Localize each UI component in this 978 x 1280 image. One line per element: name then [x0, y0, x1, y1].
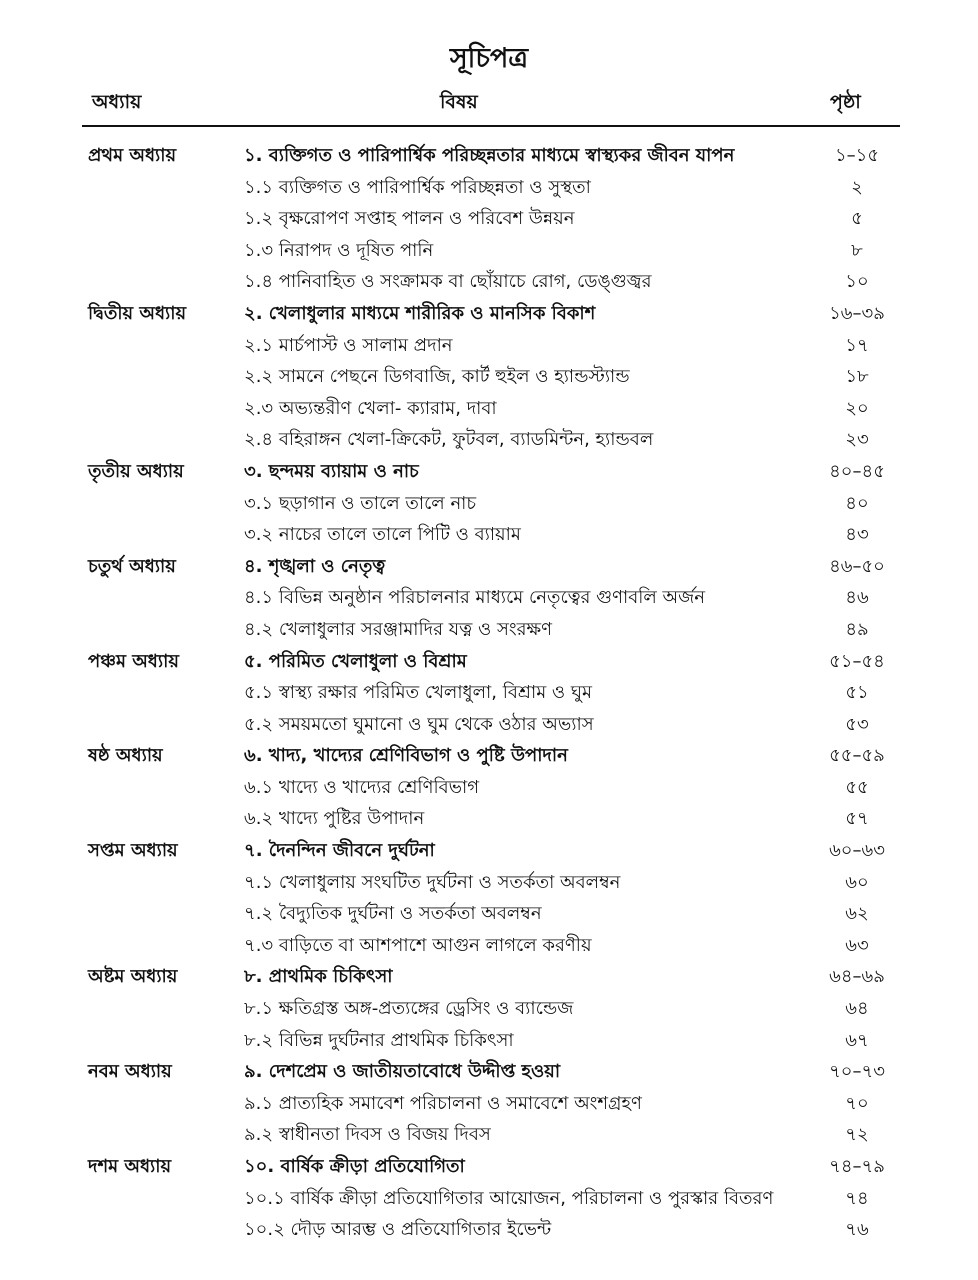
- chapter-label: দ্বিতীয় অধ্যায়: [88, 302, 187, 324]
- toc-section-row: [0, 1214, 978, 1246]
- page-number: ২: [851, 176, 863, 198]
- toc-chapter-row: [0, 140, 978, 172]
- chapter-label: সপ্তম অধ্যায়: [88, 840, 178, 862]
- toc-chapter-row: [0, 1151, 978, 1183]
- chapter-label: ষষ্ঠ অধ্যায়: [88, 745, 163, 767]
- chapter-title: ৩. ছন্দময় ব্যায়াম ও নাচ: [244, 460, 419, 482]
- section-title: ২.৪ বহিরাঙ্গন খেলা-ক্রিকেট, ফুটবল, ব্যাডমিন্টন, হ্যান্ডবল: [244, 429, 654, 451]
- section-title: ৯.২ স্বাধীনতা দিবস ও বিজয় দিবস: [244, 1124, 491, 1146]
- toc-section-row: [0, 203, 978, 235]
- section-title: ৮.২ বিভিন্ন দুর্ঘটনার প্রাথমিক চিকিৎসা: [244, 1029, 514, 1051]
- toc-section-row: [0, 867, 978, 899]
- chapter-title: ২. খেলাধুলার মাধ্যমে শারীরিক ও মানসিক বিকাশ: [244, 302, 596, 324]
- toc-section-row: [0, 1183, 978, 1215]
- chapter-label: দশম অধ্যায়: [88, 1156, 172, 1177]
- section-title: ৮.১ ক্ষতিগ্রস্ত অঙ্গ-প্রত্যঙ্গের ড্রেসিং ও ব্যান্ডেজ: [244, 998, 574, 1020]
- page-number: ১–১৫: [834, 145, 880, 166]
- chapter-title: ৮. প্রাথমিক চিকিৎসা: [244, 966, 393, 988]
- toc-section-row: [0, 330, 978, 362]
- chapter-title: ৬. খাদ্য, খাদ্যের শ্রেণিবিভাগ ও পুষ্টি উপাদান: [244, 745, 568, 767]
- page-number: ৬৪: [845, 998, 869, 1020]
- section-title: ১০.১ বার্ষিক ক্রীড়া প্রতিযোগিতার আয়োজন, পরিচালনা ও পুরস্কার বিতরণ: [244, 1187, 774, 1209]
- toc-section-row: [0, 772, 978, 804]
- page-number: ৫৩: [845, 713, 869, 735]
- page-number: ১০: [845, 271, 869, 293]
- page-title: সূচিপত্র: [449, 43, 529, 74]
- page-number: ৬৪–৬৯: [829, 966, 885, 988]
- toc-section-row: [0, 1025, 978, 1057]
- header-chapter: অধ্যায়: [92, 91, 142, 113]
- toc-section-row: [0, 488, 978, 520]
- page-number: ৪০: [845, 492, 869, 514]
- toc-chapter-row: [0, 961, 978, 993]
- toc-chapter-row: [0, 1056, 978, 1088]
- page-number: ৬৭: [845, 1029, 869, 1051]
- toc-chapter-row: [0, 646, 978, 678]
- toc-header: [0, 88, 978, 122]
- section-title: ৭.১ খেলাধুলায় সংঘটিত দুর্ঘটনা ও সতর্কতা অবলম্বন: [244, 871, 621, 893]
- chapter-label: প্রথম অধ্যায়: [88, 145, 177, 166]
- chapter-label: অষ্টম অধ্যায়: [88, 966, 178, 988]
- section-title: ১০.২ দৌড় আরম্ভ ও প্রতিযোগিতার ইভেন্ট: [244, 1219, 552, 1241]
- section-title: ১.৪ পানিবাহিত ও সংক্রামক বা ছোঁয়াচে রোগ, ডেঙ্গুজ্বর: [244, 271, 652, 293]
- toc-section-row: [0, 1088, 978, 1120]
- toc-section-row: [0, 361, 978, 393]
- section-title: ৩.২ নাচের তালে তালে পিটি ও ব্যায়াম: [244, 524, 521, 546]
- section-title: ৫.১ স্বাস্থ্য রক্ষার পরিমিত খেলাধুলা, বিশ্রাম ও ঘুম: [244, 682, 592, 704]
- page-number: ৪৩: [845, 524, 869, 546]
- page-number: ৭৪: [845, 1187, 869, 1209]
- section-title: ১.১ ব্যক্তিগত ও পারিপার্শ্বিক পরিচ্ছন্নতা ও সুস্থতা: [244, 176, 591, 198]
- chapter-label: চতুর্থ অধ্যায়: [88, 555, 176, 577]
- toc-chapter-row: [0, 551, 978, 583]
- chapter-title: ১০. বার্ষিক ক্রীড়া প্রতিযোগিতা: [244, 1156, 465, 1177]
- chapter-title: ৭. দৈনন্দিন জীবনে দুর্ঘটনা: [244, 840, 435, 862]
- toc-section-row: [0, 235, 978, 267]
- page-number: ৮: [851, 239, 863, 261]
- chapter-title: ৫. পরিমিত খেলাধুলা ও বিশ্রাম: [244, 650, 467, 672]
- toc-section-row: [0, 582, 978, 614]
- toc-section-row: [0, 172, 978, 204]
- section-title: ৪.২ খেলাধুলার সরঞ্জামাদির যত্ন ও সংরক্ষণ: [244, 618, 553, 640]
- page-number: ৭৪–৭৯: [829, 1156, 885, 1177]
- page-number: ২৩: [845, 429, 869, 451]
- page-number: ৪৬: [845, 587, 869, 609]
- page-number: ৭০: [845, 1092, 869, 1114]
- section-title: ২.৩ অভ্যন্তরীণ খেলা- ক্যারাম, দাবা: [244, 397, 497, 419]
- toc-section-row: [0, 993, 978, 1025]
- section-title: ৬.১ খাদ্যে ও খাদ্যের শ্রেণিবিভাগ: [244, 776, 480, 798]
- page-number: ৬০–৬৩: [829, 840, 885, 862]
- section-title: ৭.৩ বাড়িতে বা আশপাশে আগুন লাগলে করণীয়: [244, 934, 592, 956]
- page-number: ১৬–৩৯: [829, 302, 885, 324]
- chapter-title: ১. ব্যক্তিগত ও পারিপার্শ্বিক পরিচ্ছন্নতার মাধ্যমে স্বাস্থ্যকর জীবন যাপন: [244, 145, 735, 166]
- page-number: ২০: [845, 397, 869, 419]
- section-title: ২.১ মার্চপাস্ট ও সালাম প্রদান: [244, 334, 453, 356]
- page-number: ৪৯: [845, 618, 869, 640]
- page-number: ৫৫–৫৯: [829, 745, 885, 767]
- page-number: ৭৬: [845, 1219, 869, 1241]
- page-number: ৫৭: [845, 808, 869, 830]
- chapter-label: নবম অধ্যায়: [88, 1061, 172, 1083]
- page-number: ৭০–৭৩: [829, 1061, 885, 1083]
- toc-section-row: [0, 614, 978, 646]
- toc-section-row: [0, 266, 978, 298]
- header-topic: বিষয়: [440, 91, 478, 113]
- toc-chapter-row: [0, 298, 978, 330]
- page-number: ৬৩: [845, 934, 869, 956]
- toc-section-row: [0, 898, 978, 930]
- toc-section-row: [0, 1119, 978, 1151]
- toc-section-row: [0, 709, 978, 741]
- toc-section-row: [0, 424, 978, 456]
- chapter-title: ৯. দেশপ্রেম ও জাতীয়তাবোধে উদ্দীপ্ত হওয়া: [244, 1061, 561, 1083]
- section-title: ৬.২ খাদ্যে পুষ্টির উপাদান: [244, 808, 425, 830]
- page-number: ৭২: [845, 1124, 869, 1146]
- header-divider: [82, 125, 900, 127]
- toc-section-row: [0, 393, 978, 425]
- page-number: ৫: [851, 208, 863, 230]
- chapter-label: পঞ্চম অধ্যায়: [88, 650, 179, 672]
- page-number: ৪০–৪৫: [829, 460, 885, 482]
- toc-chapter-row: [0, 456, 978, 488]
- toc-section-row: [0, 519, 978, 551]
- chapter-label: তৃতীয় অধ্যায়: [88, 460, 184, 482]
- toc-section-row: [0, 677, 978, 709]
- section-title: ৯.১ প্রাত্যহিক সমাবেশ পরিচালনা ও সমাবেশে অংশগ্রহণ: [244, 1092, 642, 1114]
- section-title: ৭.২ বৈদ্যুতিক দুর্ঘটনা ও সতর্কতা অবলম্বন: [244, 903, 542, 925]
- page-number: ১৮: [845, 366, 869, 388]
- chapter-title: ৪. শৃঙ্খলা ও নেতৃত্ব: [244, 555, 386, 577]
- toc-chapter-row: [0, 835, 978, 867]
- page-number: ৫১–৫৪: [829, 650, 885, 672]
- page-number: ৬০: [845, 871, 869, 893]
- toc-section-row: [0, 930, 978, 962]
- section-title: ২.২ সামনে পেছনে ডিগবাজি, কার্ট হুইল ও হ্যান্ডস্ট্যান্ড: [244, 366, 630, 388]
- section-title: ৩.১ ছড়াগান ও তালে তালে নাচ: [244, 492, 477, 514]
- section-title: ১.৩ নিরাপদ ও দূষিত পানি: [244, 239, 434, 261]
- page-number: ৪৬–৫০: [829, 555, 885, 577]
- page-number: ১৭: [845, 334, 869, 356]
- page-number: ৫১: [845, 682, 869, 704]
- page-number: ৫৫: [845, 776, 869, 798]
- toc-list: [0, 140, 978, 1246]
- section-title: ৫.২ সময়মতো ঘুমানো ও ঘুম থেকে ওঠার অভ্যাস: [244, 713, 594, 735]
- section-title: ৪.১ বিভিন্ন অনুষ্ঠান পরিচালনার মাধ্যমে নেতৃত্বের গুণাবলি অর্জন: [244, 587, 705, 609]
- page-number: ৬২: [845, 903, 869, 925]
- toc-section-row: [0, 803, 978, 835]
- header-page: পৃষ্ঠা: [830, 91, 861, 113]
- section-title: ১.২ বৃক্ষরোপণ সপ্তাহ পালন ও পরিবেশ উন্নয়ন: [244, 208, 575, 230]
- toc-chapter-row: [0, 740, 978, 772]
